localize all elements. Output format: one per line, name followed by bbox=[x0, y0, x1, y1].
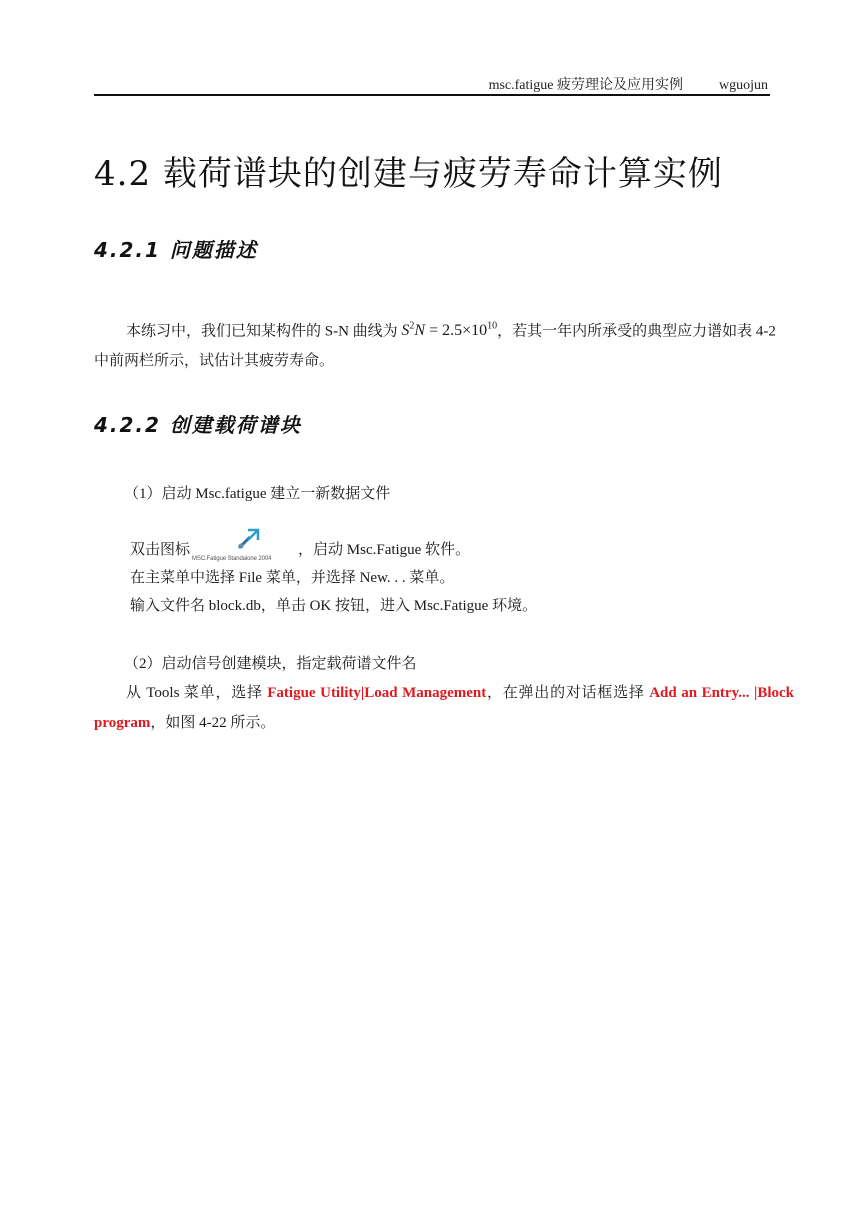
formula-n: N bbox=[414, 322, 426, 340]
highlight-add-entry: Add an Entry... |Block program bbox=[94, 685, 794, 731]
highlight-fatigue-utility: Fatigue Utility|Load Management bbox=[267, 685, 487, 701]
header-title: msc.fatigue 疲劳理论及应用实例 bbox=[488, 78, 683, 93]
filename-instruction: 输入文件名 block.db，单击 OK 按钮，进入 Msc.Fatigue 环境。 bbox=[130, 598, 538, 614]
file-menu-instruction: 在主菜单中选择 File 菜单，并选择 New. . . 菜单。 bbox=[130, 570, 455, 586]
step-1-heading: （1）启动 Msc.fatigue 建立一新数据文件 bbox=[124, 486, 391, 502]
formula-rhs: = 2.5×10 bbox=[425, 322, 488, 340]
tools-menu-paragraph bbox=[94, 678, 794, 738]
icon-instruction-line bbox=[130, 536, 470, 562]
formula-rhs-exponent: 10 bbox=[487, 321, 498, 332]
header-text bbox=[489, 74, 768, 94]
tools-text-3: ，如图 4-22 所示。 bbox=[150, 715, 276, 731]
msc-fatigue-app-icon bbox=[192, 536, 296, 562]
formula-s: S bbox=[401, 322, 410, 340]
icon-line-before: 双击图标 bbox=[130, 542, 191, 558]
wrench-arrow-icon bbox=[236, 526, 262, 550]
section-heading-1: 4.2.1 问题描述 bbox=[94, 238, 258, 262]
problem-text-after: ，若其一年内所承受的典型应力谱如表 4-2 中前两栏所示，试估计其疲劳寿命。 bbox=[94, 323, 776, 370]
header-divider bbox=[94, 94, 770, 96]
tools-text-2: ，在弹出的对话框选择 bbox=[486, 685, 650, 701]
step-2-heading: （2）启动信号创建模块，指定载荷谱文件名 bbox=[124, 656, 417, 672]
tools-text-1: 从 Tools 菜单，选择 bbox=[126, 685, 268, 701]
formula-s-exponent: 2 bbox=[409, 321, 415, 332]
page-title: 4.2 载荷谱块的创建与疲劳寿命计算实例 bbox=[94, 154, 723, 194]
icon-line-after: ，启动 Msc.Fatigue 软件。 bbox=[298, 542, 471, 558]
icon-caption: MSC.Fatigue Standalone 2004 bbox=[192, 556, 272, 562]
problem-description-paragraph bbox=[94, 312, 794, 376]
header-author: wguojun bbox=[719, 78, 768, 93]
sn-formula bbox=[401, 322, 497, 339]
problem-text-before: 本练习中，我们已知某构件的 S-N 曲线为 bbox=[126, 323, 402, 340]
section-heading-2: 4.2.2 创建载荷谱块 bbox=[94, 413, 302, 437]
